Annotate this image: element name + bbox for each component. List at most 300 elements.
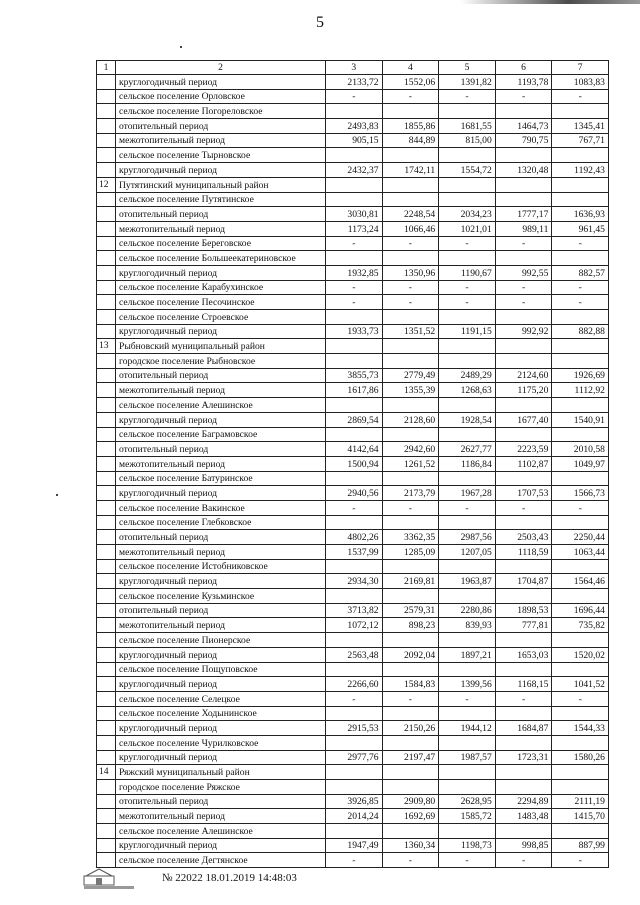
table-row [97,295,609,310]
table-row [97,780,609,795]
row-number [97,148,116,163]
row-number [97,221,116,236]
value-cell: - [552,280,609,295]
row-number: 13 [97,339,116,354]
row-number [97,677,116,692]
row-label: сельское поселение Пощуповское [116,662,326,677]
table-row [97,545,609,560]
value-cell: 1190,67 [439,265,496,280]
table-row [97,662,609,677]
row-label: отопительный период [116,794,326,809]
value-cell [439,354,496,369]
row-label: сельское поселение Большеекатериновское [116,251,326,266]
value-cell: 2197,47 [382,750,439,765]
value-cell [495,427,552,442]
table-row [97,486,609,501]
value-cell: 1207,05 [439,545,496,560]
value-cell: 790,75 [495,133,552,148]
value-cell: 961,45 [552,221,609,236]
table-row [97,442,609,457]
row-number: 14 [97,765,116,780]
row-number [97,633,116,648]
value-cell: 1168,15 [495,677,552,692]
value-cell: - [326,500,383,515]
value-cell [552,780,609,795]
row-label: круглогодичный период [116,677,326,692]
row-number [97,89,116,104]
value-cell: - [552,295,609,310]
row-number [97,75,116,90]
value-cell [382,310,439,325]
value-cell [326,398,383,413]
value-cell [495,104,552,119]
value-cell: 2250,44 [552,530,609,545]
value-cell [326,354,383,369]
value-cell [382,515,439,530]
row-number [97,824,116,839]
value-cell: 3926,85 [326,794,383,809]
table-row [97,412,609,427]
value-cell [326,515,383,530]
value-cell [439,633,496,648]
value-cell [439,398,496,413]
value-cell: - [439,500,496,515]
row-number [97,471,116,486]
value-cell [495,515,552,530]
table-row [97,530,609,545]
value-cell: 1681,55 [439,119,496,134]
value-cell: 1102,87 [495,456,552,471]
value-cell: 1636,93 [552,207,609,222]
footer [82,866,382,892]
value-cell [439,192,496,207]
row-number [97,574,116,589]
value-cell [326,310,383,325]
value-cell: 898,23 [382,618,439,633]
value-cell [326,662,383,677]
table-row [97,280,609,295]
row-label: сельское поселение Кузьминское [116,589,326,604]
value-cell [439,339,496,354]
value-cell [439,824,496,839]
table-row [97,207,609,222]
row-label: сельское поселение Селецкое [116,691,326,706]
table-row [97,339,609,354]
value-cell: - [495,500,552,515]
value-cell: 1944,12 [439,721,496,736]
row-number [97,236,116,251]
value-cell: 1391,82 [439,75,496,90]
value-cell: 992,55 [495,265,552,280]
value-cell: 989,11 [495,221,552,236]
table-row [97,721,609,736]
row-label: отопительный период [116,530,326,545]
value-cell [439,706,496,721]
row-number [97,721,116,736]
value-cell: - [495,295,552,310]
value-cell: 1360,34 [382,838,439,853]
value-cell: - [495,236,552,251]
row-number [97,295,116,310]
row-number [97,368,116,383]
value-cell: 2111,19 [552,794,609,809]
value-cell [326,824,383,839]
value-cell: - [326,236,383,251]
value-cell: 1175,20 [495,383,552,398]
value-cell: 839,93 [439,618,496,633]
row-number [97,647,116,662]
value-cell [326,633,383,648]
value-cell: 2010,58 [552,442,609,457]
value-cell [552,559,609,574]
value-cell: 1566,73 [552,486,609,501]
value-cell: 887,99 [552,838,609,853]
row-label: сельское поселение Дегтянское [116,853,326,868]
row-label: круглогодичный период [116,75,326,90]
table-row [97,647,609,662]
value-cell [439,427,496,442]
row-label: межотопительный период [116,809,326,824]
table-row [97,794,609,809]
value-cell [326,251,383,266]
value-cell: 1580,26 [552,750,609,765]
row-label: круглогодичный период [116,574,326,589]
value-cell: - [382,295,439,310]
table-row [97,251,609,266]
row-number [97,603,116,618]
value-cell: - [439,853,496,868]
value-cell: 2280,86 [439,603,496,618]
value-cell: 2779,49 [382,368,439,383]
value-cell [439,148,496,163]
row-label: сельское поселение Карабухинское [116,280,326,295]
row-label: сельское поселение Погореловское [116,104,326,119]
value-cell [495,177,552,192]
value-cell: 1072,12 [326,618,383,633]
value-cell: 1544,33 [552,721,609,736]
value-cell [552,662,609,677]
table-row [97,574,609,589]
value-cell: 3030,81 [326,207,383,222]
value-cell [439,310,496,325]
value-cell: 1723,31 [495,750,552,765]
value-cell: - [495,280,552,295]
table-row [97,677,609,692]
row-label: сельское поселение Чурилковское [116,735,326,750]
value-cell: 2169,81 [382,574,439,589]
value-cell: - [326,280,383,295]
row-number [97,750,116,765]
column-header: 4 [382,61,439,75]
value-cell [552,354,609,369]
value-cell [382,192,439,207]
value-cell [552,735,609,750]
value-cell: 2128,60 [382,412,439,427]
row-number [97,618,116,633]
row-label: круглогодичный период [116,265,326,280]
value-cell [382,765,439,780]
column-header: 5 [439,61,496,75]
value-cell: 2563,48 [326,647,383,662]
value-cell: 882,57 [552,265,609,280]
value-cell: 2942,60 [382,442,439,457]
value-cell: 1193,78 [495,75,552,90]
value-cell: 1987,57 [439,750,496,765]
value-cell: - [439,236,496,251]
value-cell [552,765,609,780]
value-cell: - [495,853,552,868]
value-cell: 1112,92 [552,383,609,398]
value-cell: 1898,53 [495,603,552,618]
row-label: сельское поселение Вакинское [116,500,326,515]
table-row [97,148,609,163]
row-number [97,809,116,824]
value-cell: 1415,70 [552,809,609,824]
value-cell: - [382,236,439,251]
value-cell [552,192,609,207]
value-cell [326,104,383,119]
value-cell [382,589,439,604]
value-cell: 1351,52 [382,324,439,339]
value-cell: - [382,500,439,515]
value-cell: - [495,691,552,706]
value-cell [439,104,496,119]
value-cell [382,251,439,266]
value-cell: 1897,21 [439,647,496,662]
value-cell: 1186,84 [439,456,496,471]
row-label: круглогодичный период [116,838,326,853]
value-cell: 3713,82 [326,603,383,618]
tariff-table [96,60,609,868]
table-row [97,838,609,853]
value-cell: - [382,89,439,104]
row-number [97,104,116,119]
value-cell: - [552,853,609,868]
table-row [97,735,609,750]
value-cell [326,339,383,354]
value-cell: 1653,03 [495,647,552,662]
value-cell: 1707,53 [495,486,552,501]
table-row [97,75,609,90]
row-number [97,163,116,178]
value-cell: 1947,49 [326,838,383,853]
value-cell [326,148,383,163]
value-cell: 1855,86 [382,119,439,134]
value-cell [382,177,439,192]
row-number [97,500,116,515]
value-cell: 2014,24 [326,809,383,824]
value-cell [326,735,383,750]
value-cell [439,515,496,530]
value-cell: - [439,89,496,104]
value-cell [495,706,552,721]
value-cell: - [326,853,383,868]
row-label: круглогодичный период [116,163,326,178]
value-cell: 2124,60 [495,368,552,383]
value-cell: 2133,72 [326,75,383,90]
row-number [97,280,116,295]
value-cell: - [495,89,552,104]
column-header: 1 [97,61,116,75]
value-cell: 2034,23 [439,207,496,222]
row-label: межотопительный период [116,618,326,633]
value-cell [382,398,439,413]
row-label: отопительный период [116,368,326,383]
value-cell: 4802,26 [326,530,383,545]
row-label: сельское поселение Пионерское [116,633,326,648]
row-label: сельское поселение Путятинское [116,192,326,207]
value-cell: 2869,54 [326,412,383,427]
row-number [97,412,116,427]
value-cell [382,559,439,574]
table-row [97,368,609,383]
value-cell [495,633,552,648]
value-cell [382,735,439,750]
value-cell [439,471,496,486]
value-cell: 2248,54 [382,207,439,222]
value-cell [326,427,383,442]
table-row [97,471,609,486]
value-cell: 2628,95 [439,794,496,809]
row-number [97,456,116,471]
value-cell: 905,15 [326,133,383,148]
value-cell: 1926,69 [552,368,609,383]
row-label: межотопительный период [116,133,326,148]
value-cell: 777,81 [495,618,552,633]
value-cell: 1355,39 [382,383,439,398]
value-cell: - [326,295,383,310]
value-cell: 1704,87 [495,574,552,589]
value-cell: 1684,87 [495,721,552,736]
value-cell: 1285,09 [382,545,439,560]
value-cell: 2909,80 [382,794,439,809]
value-cell: 844,89 [382,133,439,148]
value-cell: 1320,48 [495,163,552,178]
value-cell: 1191,15 [439,324,496,339]
value-cell [382,706,439,721]
value-cell [495,824,552,839]
table-row [97,633,609,648]
value-cell [495,559,552,574]
table-body [97,61,609,868]
row-label: круглогодичный период [116,647,326,662]
value-cell: - [552,500,609,515]
scan-speck [56,494,58,496]
value-cell [439,765,496,780]
value-cell [326,471,383,486]
row-label: сельское поселение Алешинское [116,824,326,839]
row-label: городское поселение Рыбновское [116,354,326,369]
value-cell: - [439,295,496,310]
value-cell [495,765,552,780]
value-cell [439,251,496,266]
value-cell: 1041,52 [552,677,609,692]
page-number: 5 [316,14,324,31]
row-number [97,427,116,442]
value-cell [326,192,383,207]
row-label: круглогодичный период [116,324,326,339]
value-cell: 1585,72 [439,809,496,824]
value-cell: 1552,06 [382,75,439,90]
table-row [97,456,609,471]
row-label: сельское поселение Баграмовское [116,427,326,442]
value-cell: 1692,69 [382,809,439,824]
value-cell: - [382,691,439,706]
value-cell: 1083,83 [552,75,609,90]
value-cell [552,251,609,266]
row-number [97,515,116,530]
row-label: сельское поселение Песочинское [116,295,326,310]
row-number [97,559,116,574]
value-cell: 992,92 [495,324,552,339]
value-cell: 1268,63 [439,383,496,398]
value-cell: 2579,31 [382,603,439,618]
row-label: межотопительный период [116,383,326,398]
value-cell: 1173,24 [326,221,383,236]
table-row [97,163,609,178]
row-label: сельское поселение Истобниковское [116,559,326,574]
table-row [97,750,609,765]
value-cell [382,633,439,648]
row-label: городское поселение Ряжское [116,780,326,795]
row-label: сельское поселение Батуринское [116,471,326,486]
table-row [97,765,609,780]
value-cell: 3362,35 [382,530,439,545]
value-cell [382,471,439,486]
row-number [97,265,116,280]
value-cell [326,765,383,780]
value-cell [326,177,383,192]
value-cell: 4142,64 [326,442,383,457]
value-cell [552,398,609,413]
value-cell: 882,88 [552,324,609,339]
value-cell [495,735,552,750]
row-number [97,324,116,339]
row-number [97,310,116,325]
value-cell: 2266,60 [326,677,383,692]
table-row [97,589,609,604]
value-cell: 2173,79 [382,486,439,501]
value-cell [495,251,552,266]
table-row [97,221,609,236]
table-row [97,133,609,148]
value-cell [552,515,609,530]
row-number [97,780,116,795]
value-cell: 1198,73 [439,838,496,853]
value-cell [552,177,609,192]
value-cell: 1677,40 [495,412,552,427]
row-number: 12 [97,177,116,192]
column-header: 7 [552,61,609,75]
value-cell: 1777,17 [495,207,552,222]
column-header: 2 [116,61,326,75]
table-row [97,706,609,721]
value-cell: 1933,73 [326,324,383,339]
row-number [97,589,116,604]
value-cell: 2503,43 [495,530,552,545]
value-cell [495,148,552,163]
column-header: 6 [495,61,552,75]
value-cell: 2940,56 [326,486,383,501]
value-cell [382,354,439,369]
value-cell [552,589,609,604]
value-cell: 2294,89 [495,794,552,809]
row-number [97,354,116,369]
value-cell: 1500,94 [326,456,383,471]
value-cell [552,148,609,163]
row-number [97,398,116,413]
row-label: сельское поселение Ходынинское [116,706,326,721]
